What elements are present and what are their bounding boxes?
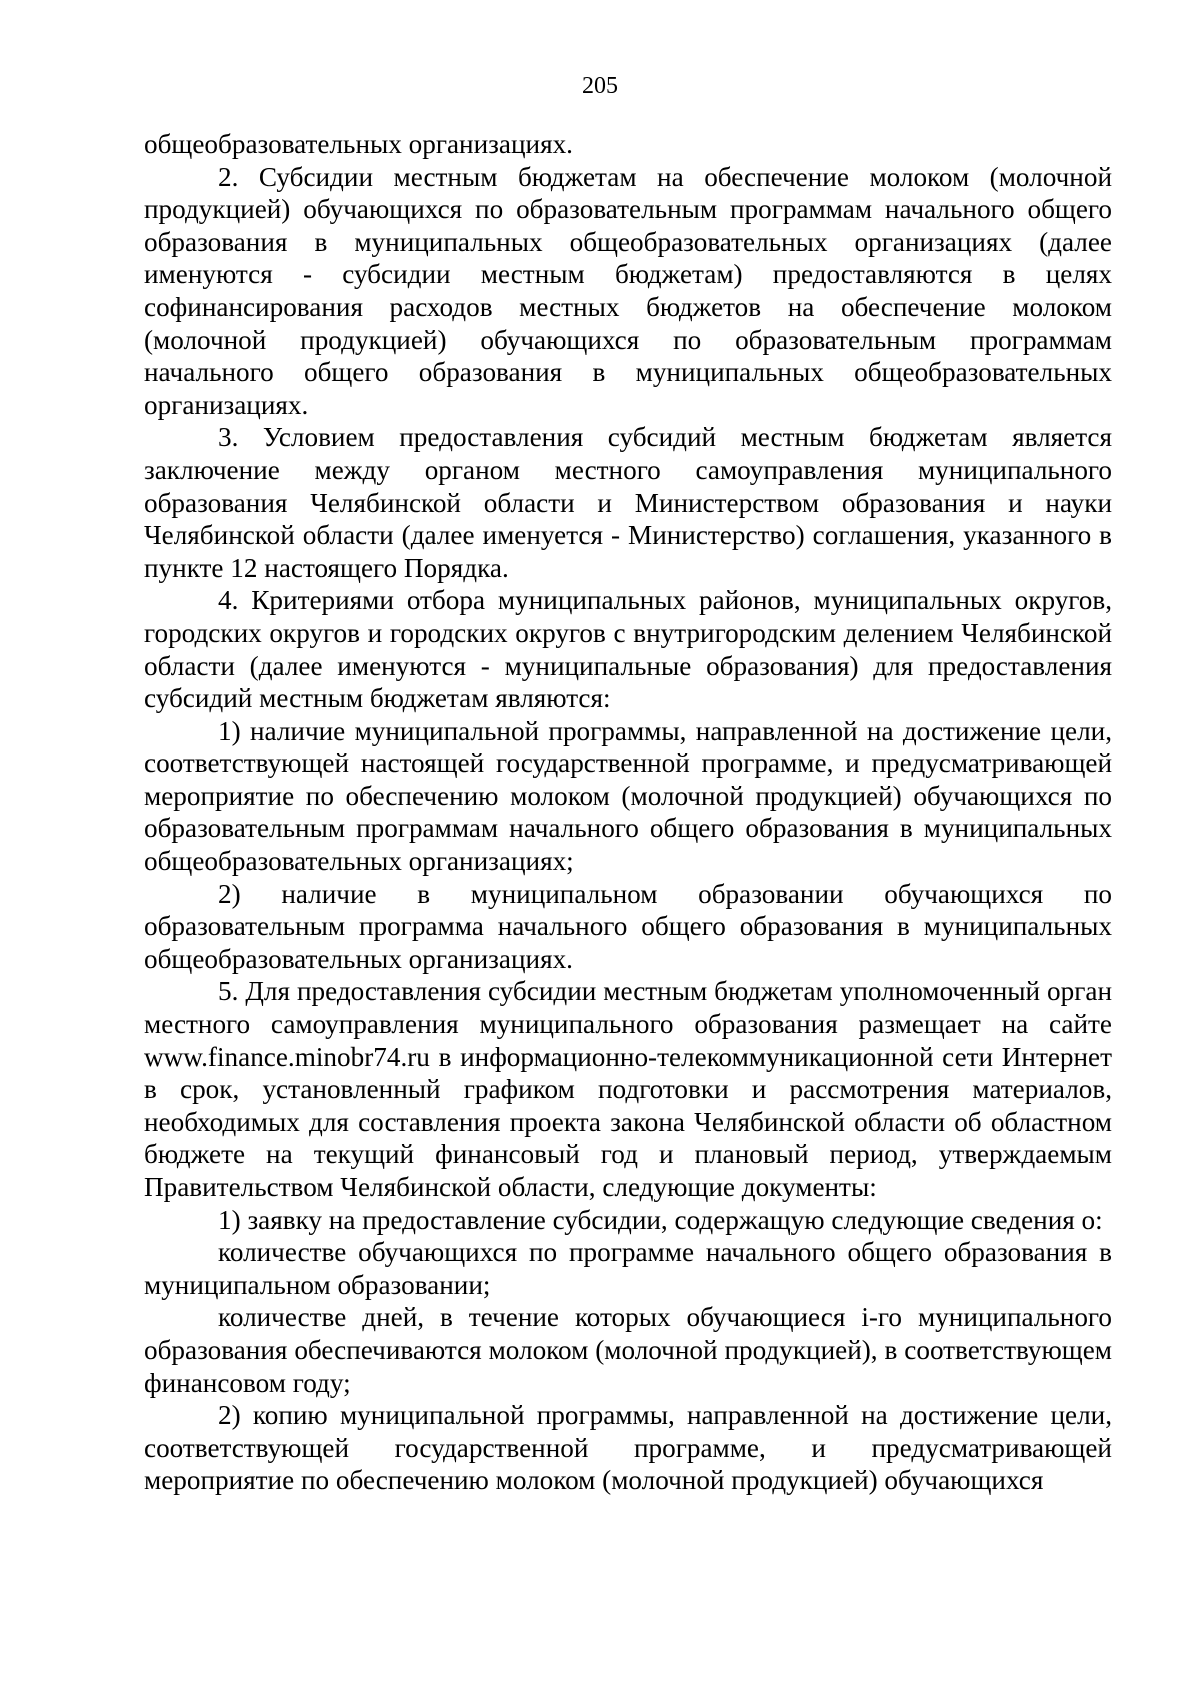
paragraph: 5. Для предоставления субсидии местным бюджетам уполномоченный орган местного самоуправления муниципального образования размещает на сайте www.finance.minobr74.ru в информационно-телекоммуникационной сети Интернет в срок, установленный графиком подготовки и рассмотрения материалов, необходимых для составления проекта закона Челябинской области об областном бюджете на текущий финансовый год и плановый период, утверждаемым Правительством Челябинской области, следующие документы: [144,976,1112,1202]
document-body [144,128,1112,1497]
paragraph: количестве обучающихся по программе начального общего образования в муниципальном образовании; [144,1237,1112,1300]
paragraph: общеобразовательных организациях. [144,129,573,159]
paragraph: количестве дней, в течение которых обучающиеся i-го муниципального образования обеспечиваются молоком (молочной продукцией), в соответствующем финансовом году; [144,1302,1112,1398]
paragraph: 1) заявку на предоставление субсидии, содержащую следующие сведения о: [218,1204,1103,1235]
paragraph: 2. Субсидии местным бюджетам на обеспечение молоком (молочной продукцией) обучающихся по образовательным программам начального общего образования в муниципальных общеобразовательных организациях (далее именуются - субсидии местным бюджетам) предоставляются в целях софинансирования расходов местных бюджетов на обеспечение молоком (молочной продукцией) обучающихся по образовательным программам начального общего образования в муниципальных общеобразовательных организациях. [144,161,1112,420]
paragraph: 4. Критериями отбора муниципальных районов, муниципальных округов, городских округов и городских округов с внутригородским делением Челябинской области (далее именуются - муниципальные образования) для предоставления субсидий местным бюджетам являются: [144,585,1112,714]
paragraph: 2) копию муниципальной программы, направленной на достижение цели, соответствующей государственной программе, и предусматривающей мероприятие по обеспечению молоком (молочной продукцией) обучающихся [144,1400,1112,1496]
paragraph: 1) наличие муниципальной программы, направленной на достижение цели, соответствующей настоящей государственной программе, и предусматривающей мероприятие по обеспечению молоком (молочной продукцией) обучающихся по образовательным программам начального общего образования в муниципальных общеобразовательных организациях; [144,715,1112,877]
paragraph: 2) наличие в муниципальном образовании обучающихся по образовательным программа начального общего образования в муниципальных общеобразовательных организациях. [144,878,1112,974]
page-number: 205 [582,73,618,99]
paragraph: 3. Условием предоставления субсидий местным бюджетам является заключение между органом местного самоуправления муниципального образования Челябинской области и Министерством образования и науки Челябинской области (далее именуется - Министерство) соглашения, указанного в пункте 12 настоящего Порядка. [144,422,1112,583]
